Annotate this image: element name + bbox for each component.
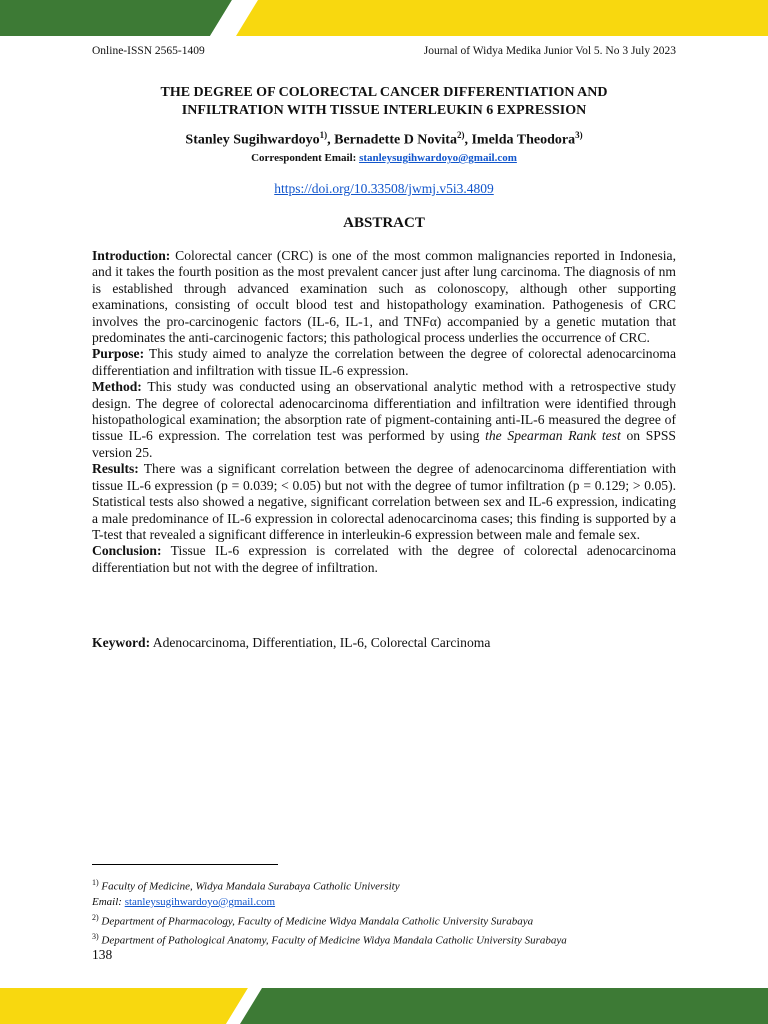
conclusion-text: Tissue IL-6 expression is correlated with the degree of colorectal adenocarcinoma differentiation but not with the degree of infiltration. — [92, 543, 676, 575]
article-title-line-1: THE DEGREE OF COLORECTAL CANCER DIFFERENTIATION AND — [160, 85, 608, 100]
footnote-1 — [92, 875, 692, 895]
footnote-text: Faculty of Medicine, Widya Mandala Surabaya Catholic University — [98, 880, 400, 893]
footnote-email-label: Email: — [92, 895, 125, 908]
purpose-text: This study aimed to analyze the correlation between the degree of colorectal adenocarcinoma differentiation and infiltration with tissue IL-6 expression. — [92, 346, 676, 378]
purpose-label: Purpose: — [92, 346, 145, 362]
method-text-end: on SPSS version 25. — [92, 428, 676, 460]
footer-band-yellow-left — [0, 988, 248, 1024]
article-title — [92, 84, 676, 120]
keyword-text: Adenocarcinoma, Differentiation, IL-6, Colorectal Carcinoma — [150, 635, 491, 650]
abstract-heading: ABSTRACT — [343, 215, 425, 231]
correspondent-label: Correspondent Email: — [251, 152, 360, 164]
introduction-label: Introduction: — [92, 248, 171, 263]
abstract-conclusion — [92, 543, 676, 576]
doi-link[interactable]: https://doi.org/10.33508/jwmj.v5i3.4809 — [274, 181, 494, 196]
author-separator: , — [464, 132, 472, 148]
keyword-line — [92, 634, 676, 652]
abstract-introduction — [92, 248, 676, 346]
header-band-graphic — [0, 0, 768, 36]
footer-band-green-right — [240, 988, 768, 1024]
header-color-band — [0, 0, 768, 36]
footer-band-graphic — [0, 988, 768, 1024]
footnote-2 — [92, 910, 692, 930]
footnote-mark: 3) — [92, 932, 99, 942]
footnote-mark: 2) — [92, 912, 99, 922]
footnote-text: Department of Pathological Anatomy, Faculty of Medicine Widya Mandala Catholic University Surabaya — [98, 934, 567, 947]
abstract-results — [92, 461, 676, 543]
method-label: Method: — [92, 379, 142, 395]
footnote-divider — [92, 864, 278, 865]
keyword-label: Keyword: — [92, 635, 151, 650]
author-affiliation-mark: 1) — [319, 130, 328, 140]
author-name: Imelda Theodora — [471, 132, 576, 148]
header-band-yellow-right — [236, 0, 768, 36]
footnote-mark: 1) — [92, 878, 99, 887]
page-number: 138 — [92, 947, 113, 962]
abstract-body — [92, 248, 676, 576]
results-text: There was a significant correlation between the degree of adenocarcinoma differentiation with tissue IL-6 expression (p = 0.039; < 0.05) but not with the degree of tumor infiltration (p = 0.129; > 0.05). Statistical tests also showed a negative, significant correlation between sex and IL-6 expression, indicating a male predominance of IL-6 expression in colorectal adenocarcinoma cases; this finding is supported by a T-test that revealed a significant difference in interleukin-6 expression between male and female sex. — [92, 461, 676, 542]
journal-citation: Journal of Widya Medika Junior Vol 5. No 3 July 2023 — [423, 45, 676, 57]
footnote-1-email — [92, 895, 692, 910]
author-name: Bernadette D Novita — [334, 132, 457, 148]
running-head — [92, 43, 676, 59]
footnote-3 — [92, 929, 692, 949]
article-title-line-2: INFILTRATION WITH TISSUE INTERLEUKIN 6 EXPRESSION — [181, 103, 587, 118]
author-list — [92, 126, 676, 150]
abstract-purpose — [92, 346, 676, 379]
method-text: This study was conducted using an observational analytic method with a retrospective study design. The degree of colorectal adenocarcinoma differentiation and infiltration were identified through histopathological examination; the absorption rate of pigment-containing anti-IL-6 measured the degree of tissue IL-6 expression. The correlation test was performed by using — [92, 379, 676, 444]
method-test-name: the Spearman Rank test — [485, 428, 621, 444]
results-label: Results: — [92, 461, 139, 477]
doi-line — [92, 180, 676, 198]
footnote-email-link[interactable]: stanleysugihwardoyo@gmail.com — [124, 895, 276, 908]
author-affiliation-mark: 2) — [456, 130, 465, 140]
abstract-method — [92, 379, 676, 461]
author-name: Stanley Sugihwardoyo — [185, 132, 320, 148]
correspondent-line — [92, 150, 676, 166]
author-affiliation-mark: 3) — [575, 130, 583, 140]
issn-text: Online-ISSN 2565-1409 — [92, 45, 205, 57]
author-separator: , — [327, 132, 335, 148]
footnote-text: Department of Pharmacology, Faculty of Medicine Widya Mandala Catholic University Surabaya — [98, 915, 534, 928]
footer-color-band — [0, 988, 768, 1024]
header-band-green-left — [0, 0, 232, 36]
conclusion-label: Conclusion: — [92, 543, 162, 559]
footnotes — [92, 875, 692, 949]
correspondent-email-link[interactable]: stanleysugihwardoyo@gmail.com — [359, 152, 517, 164]
introduction-text: Colorectal cancer (CRC) is one of the most common malignancies reported in Indonesia, and it takes the fourth position as the most prevalent cancer just after lung carcinoma. The diagnosis of nm is established through advanced examination such as colonoscopy, although other supporting examinations, consisting of occult blood test and histopathology examination. Pathogenesis of CRC involves the pro-carcinogenic factors (IL-6, IL-1, and TNFα) accompanied by a genetic mutation that predominates the anti-carcinogenic factors; this pathological process underlies the occurrence of CRC. — [92, 248, 676, 346]
